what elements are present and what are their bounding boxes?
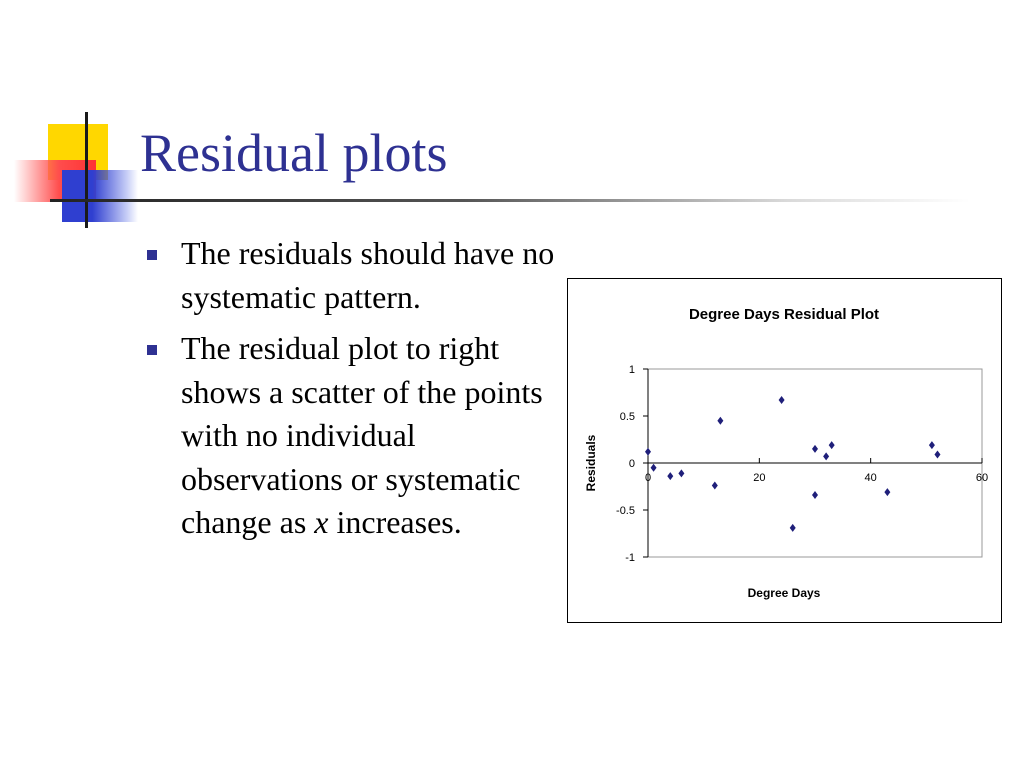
y-tick-label: -1 bbox=[625, 552, 635, 564]
bullet-text: The residual plot to right shows a scatter of the points with no individual observations or systematic change as bbox=[181, 330, 543, 540]
x-tick-label: 60 bbox=[975, 472, 989, 484]
y-tick-label: 0 bbox=[628, 458, 635, 470]
y-tick-label: -0.5 bbox=[616, 505, 635, 517]
y-tick-label: 0.5 bbox=[619, 411, 635, 423]
data-point bbox=[934, 451, 940, 459]
y-axis-label: Residuals bbox=[584, 434, 598, 492]
data-point bbox=[884, 488, 890, 496]
chart-title: Degree Days Residual Plot bbox=[688, 306, 880, 323]
data-point bbox=[929, 441, 935, 449]
x-axis-label: Degree Days bbox=[747, 586, 821, 600]
data-point bbox=[823, 452, 829, 460]
data-point bbox=[678, 469, 684, 477]
data-point bbox=[645, 448, 651, 456]
data-point bbox=[651, 464, 657, 472]
data-point bbox=[812, 491, 818, 499]
variable-x: x bbox=[314, 504, 329, 540]
data-point bbox=[667, 472, 673, 480]
data-point bbox=[717, 417, 723, 425]
data-point bbox=[829, 441, 835, 449]
title-underline bbox=[50, 199, 970, 202]
bullet-text-end: increases. bbox=[328, 504, 462, 540]
chart-svg bbox=[568, 279, 1001, 622]
residual-plot-chart bbox=[567, 278, 1002, 623]
bullet-text: The residuals should have no systematic pattern. bbox=[181, 235, 555, 315]
bullet-list bbox=[143, 232, 563, 553]
x-tick-label: 40 bbox=[864, 472, 877, 484]
data-point bbox=[790, 524, 796, 532]
bullet-item bbox=[143, 327, 563, 545]
y-tick-label: 1 bbox=[628, 364, 635, 376]
square-bullet-icon bbox=[147, 345, 157, 355]
x-tick-label: 0 bbox=[644, 472, 652, 484]
slide-title: Residual plots bbox=[140, 123, 448, 183]
square-bullet-icon bbox=[147, 250, 157, 260]
data-point bbox=[812, 445, 818, 453]
decor-blue-block bbox=[62, 170, 138, 222]
decor-vertical-line bbox=[85, 112, 88, 228]
data-point bbox=[779, 396, 785, 404]
data-point bbox=[712, 482, 718, 490]
x-tick-label: 20 bbox=[753, 472, 766, 484]
bullet-item bbox=[143, 232, 563, 319]
